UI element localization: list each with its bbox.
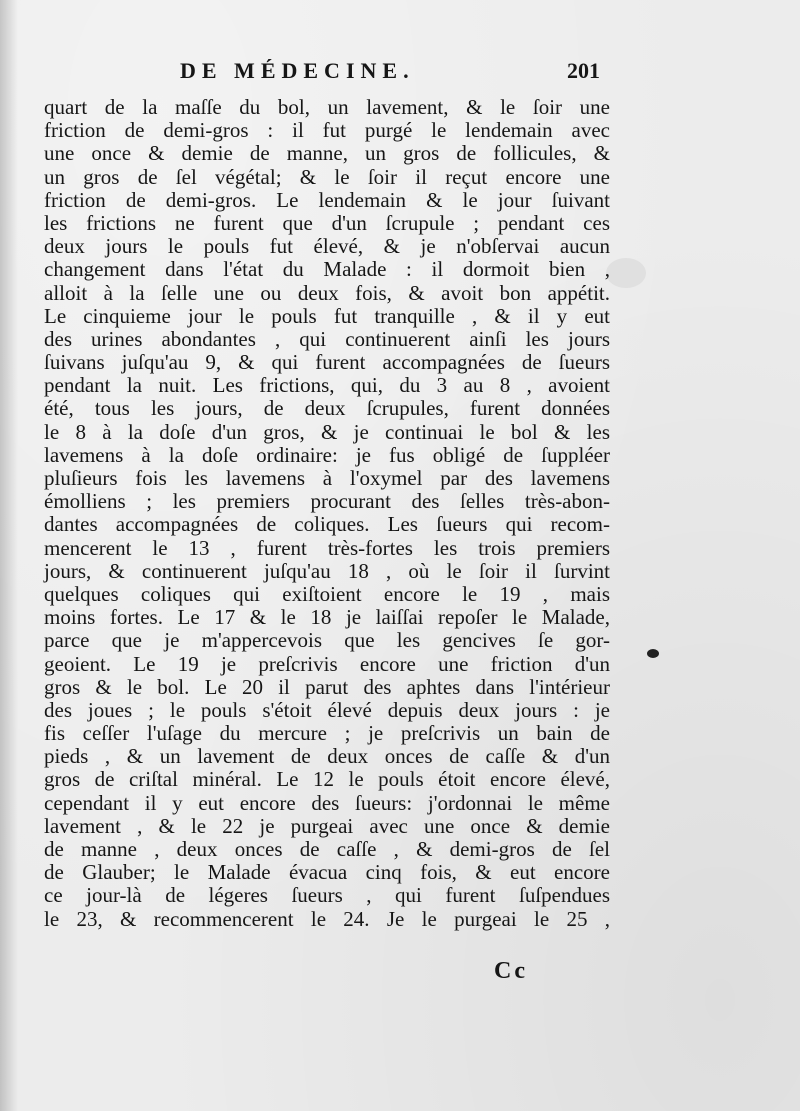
signature-mark: Cc [494,958,528,984]
text-line: friction de demi-gros. Le lendemain & le jour ſuivant [44,187,610,212]
text-line: de Glauber; le Malade évacua cinq fois, & eut encore [44,860,610,885]
text-line: quelques coliques qui exiſtoient encore le 19 , mais [44,581,610,606]
text-line: jours, & continuerent juſqu'au 18 , où le ſoir il ſurvint [44,558,610,583]
ink-blot [647,649,659,658]
text-line: moins fortes. Le 17 & le 18 je laiſſai repoſer le Malade, [44,605,610,630]
text-line: été, tous les jours, de deux ſcrupules, furent données [44,396,610,421]
text-line: alloit à la ſelle une ou deux fois, & avoit bon appétit. [44,280,610,305]
text-line: geoient. Le 19 je preſcrivis encore une friction d'un [44,651,610,676]
text-line: parce que je m'appercevois que les gencives ſe gor- [44,628,610,653]
text-line: ce jour-là de légeres ſueurs , qui furent ſuſpendues [44,883,610,908]
text-line: gros de criſtal minéral. Le 12 le pouls étoit encore élevé, [44,767,610,792]
running-title: DE MÉDECINE. [180,58,415,83]
text-line: quart de la maſſe du bol, un lavement, & le ſoir une [44,95,610,119]
text-line: le 8 à la doſe d'un gros, & je continuai le bol & les [44,419,610,444]
running-head [180,58,600,88]
text-line: lavement , & le 22 je purgeai avec une once & demie [44,813,610,838]
page-number: 201 [567,58,600,83]
text-line: friction de demi-gros : il fut purgé le lendemain avec [44,118,610,143]
text-line: deux jours le pouls fut élevé, & je n'obſervai aucun [44,234,610,259]
text-line: pluſieurs fois les lavemens à l'oxymel par des lavemens [44,466,610,490]
binding-shadow [0,0,18,1111]
text-line: des urines abondantes , qui continuerent ainſi les jours [44,326,610,351]
text-line: une once & demie de manne, un gros de follicules, & [44,141,610,166]
text-line: gros & le bol. Le 20 il parut des aphtes dans l'intérieur [44,674,610,699]
text-line: un gros de ſel végétal; & le ſoir il reçut encore une [44,164,610,189]
paper-smudge [606,258,646,288]
text-line: changement dans l'état du Malade : il dormoit bien , [44,257,610,282]
text-line: cependant il y eut encore des ſueurs: j'ordonnai le même [44,790,610,815]
text-line: le 23, & recommencerent le 24. Je le purgeai le 25 , [44,906,610,931]
text-line: de manne , deux onces de caſſe , & demi-gros de ſel [44,837,610,861]
text-line: pendant la nuit. Les frictions, qui, du 3 au 8 , avoient [44,373,610,398]
text-line: Le cinquieme jour le pouls fut tranquille , & il y eut [44,303,610,328]
text-line: mencerent le 13 , furent très-fortes les trois premiers [44,535,610,560]
text-line: lavemens à la doſe ordinaire: je fus obligé de ſuppléer [44,442,610,467]
text-line: émolliens ; les premiers procurant des ſelles très-abon- [44,489,610,514]
text-line: pieds , & un lavement de deux onces de caſſe & d'un [44,744,610,769]
body-text [44,96,610,931]
text-line: les frictions ne furent que d'un ſcrupule ; pendant ces [44,210,610,235]
text-line: dantes accompagnées de coliques. Les ſueurs qui recom- [44,512,610,537]
text-line: des joues ; le pouls s'étoit élevé depuis deux jours : je [44,697,610,722]
text-line: fis ceſſer l'uſage du mercure ; je preſcrivis un bain de [44,721,610,746]
text-line: ſuivans juſqu'au 9, & qui furent accompagnées de ſueurs [44,350,610,375]
